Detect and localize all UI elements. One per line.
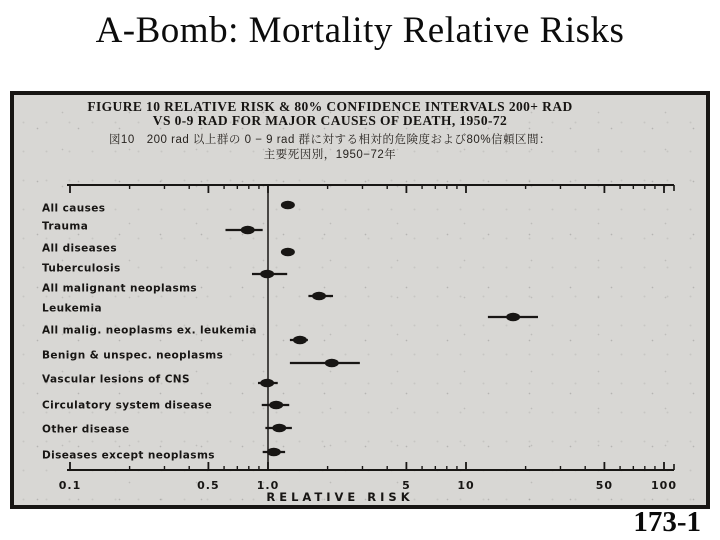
data-point: [269, 401, 283, 410]
category-label: Vascular lesions of CNS: [42, 373, 190, 386]
figure-title-japanese-line2: 主要死因別，1950−72年: [263, 149, 397, 161]
category-label: Benign & unspec. neoplasms: [42, 349, 224, 362]
x-tick-label: 50: [595, 479, 614, 492]
x-tick-label: 0.1: [58, 479, 82, 492]
figure-title-line2: VS 0-9 RAD FOR MAJOR CAUSES OF DEATH, 1950-72: [152, 113, 508, 128]
data-point: [267, 448, 281, 457]
data-point: [281, 201, 295, 210]
data-point: [293, 336, 307, 345]
x-tick-label: 100: [651, 479, 677, 492]
page-number: 173-1: [633, 506, 701, 538]
figure-border: [12, 93, 708, 507]
x-tick-label: 10: [457, 479, 475, 492]
x-tick-label: 0.5: [197, 479, 220, 492]
data-point: [281, 248, 295, 257]
category-label: All causes: [42, 202, 106, 215]
data-point: [312, 292, 326, 301]
data-point: [506, 313, 520, 322]
category-label: Other disease: [42, 423, 130, 436]
category-label: Leukemia: [42, 302, 102, 315]
data-point: [260, 379, 274, 388]
category-label: All malignant neoplasms: [42, 282, 198, 295]
data-point: [272, 424, 286, 433]
forest-plot: [10, 91, 710, 509]
category-label: Circulatory system disease: [42, 399, 213, 412]
category-label: Tuberculosis: [42, 262, 121, 275]
figure-title-japanese-line1: 図10 200 rad 以上群の 0 − 9 rad 群に対する相対的危険度および80%信頼区間：: [108, 134, 552, 146]
figure-title-line1: FIGURE 10 RELATIVE RISK & 80% CONFIDENCE INTERVALS 200+ RAD: [87, 99, 573, 114]
slide-title: A-Bomb: Mortality Relative Risks: [95, 10, 625, 51]
category-label: All malig. neoplasms ex. leukemia: [42, 324, 257, 337]
category-label: Trauma: [42, 220, 89, 233]
data-point: [325, 359, 339, 368]
data-point: [241, 226, 255, 235]
data-point: [260, 270, 274, 279]
x-tick-label: 5: [402, 479, 411, 492]
x-tick-label: 1.0: [256, 479, 280, 492]
category-label: All diseases: [42, 242, 117, 255]
x-axis-label: RELATIVE RISK: [266, 490, 414, 504]
figure-image: [10, 91, 710, 509]
category-label: Diseases except neoplasms: [42, 449, 215, 462]
